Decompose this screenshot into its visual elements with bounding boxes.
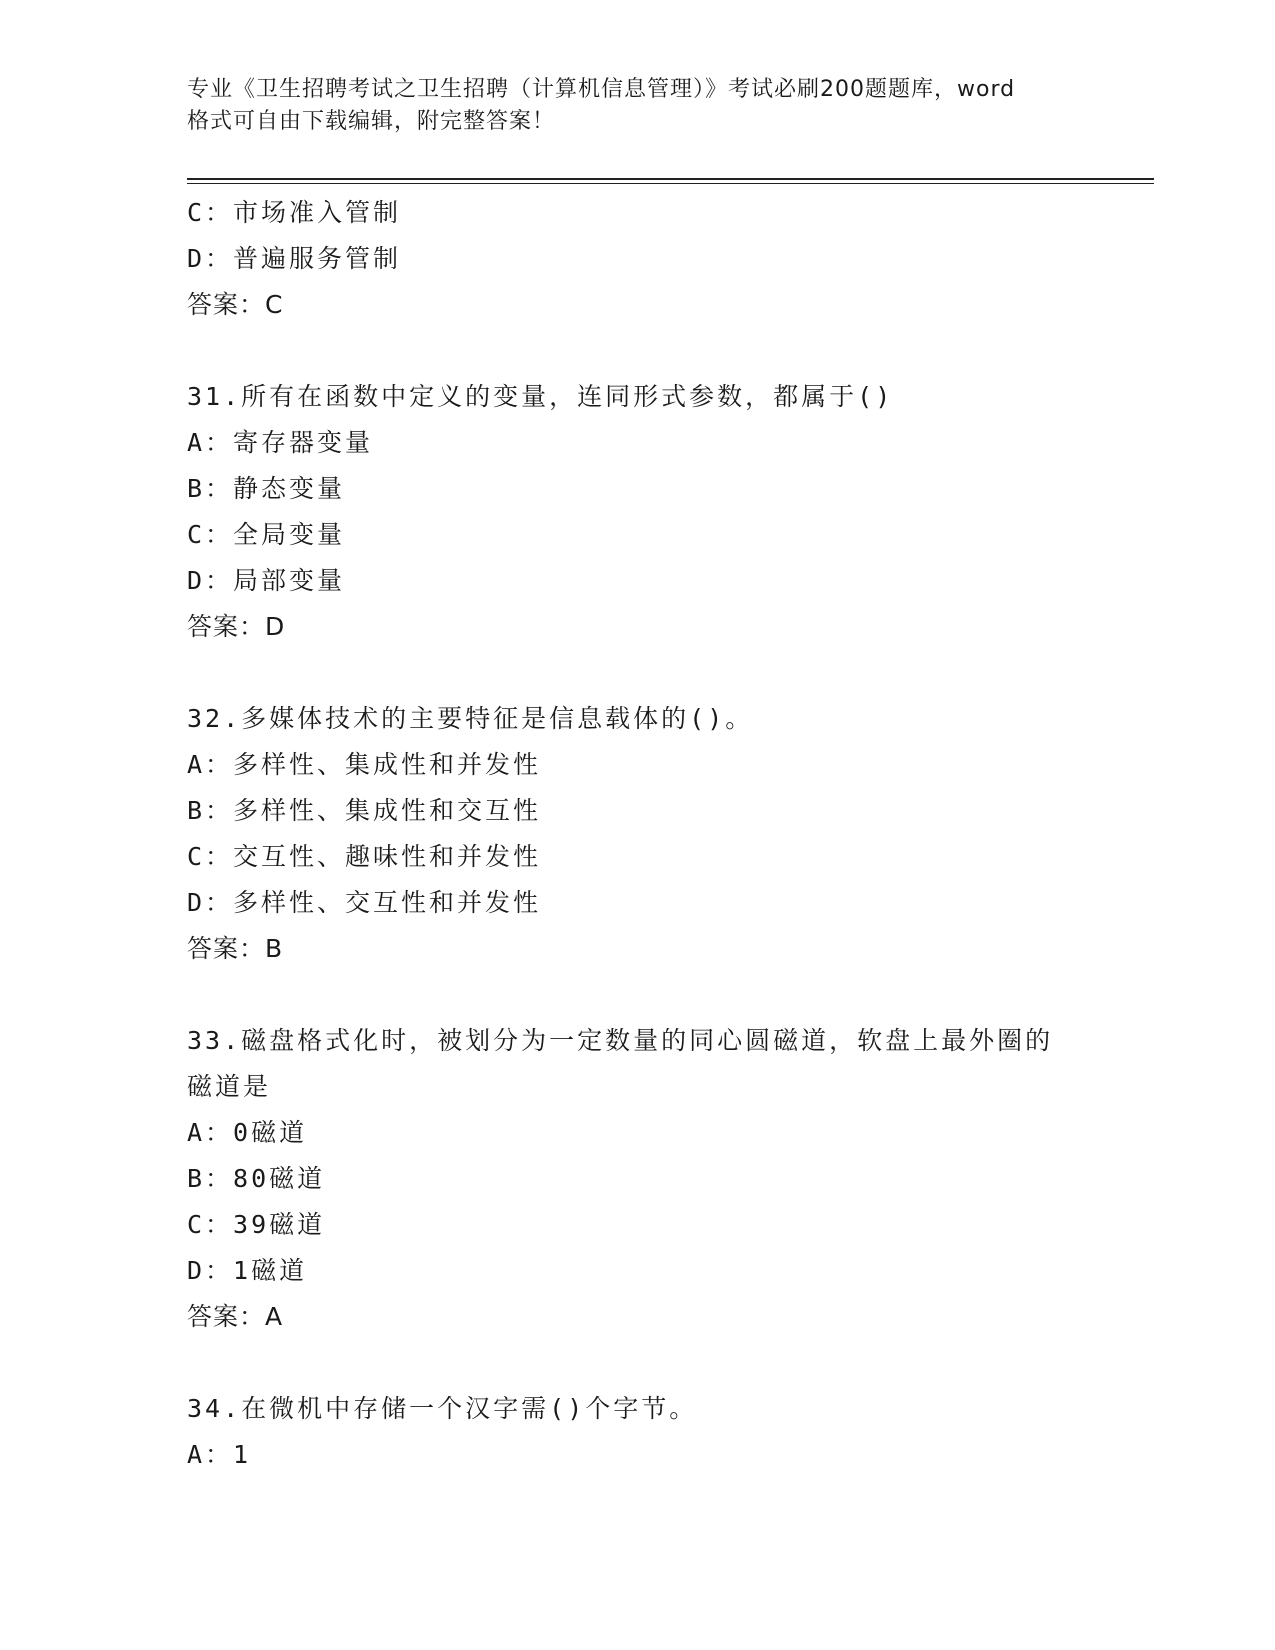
question-text-line-2: 磁道是 xyxy=(187,1072,272,1101)
option-a: A：寄存器变量 xyxy=(187,428,374,457)
question-block-34 xyxy=(187,1386,1147,1478)
question-block-32 xyxy=(187,696,1147,972)
spacer xyxy=(187,972,1147,1018)
header-line-1: 专业《卫生招聘考试之卫生招聘（计算机信息管理）》考试必刷200题题库，word xyxy=(187,77,1016,102)
option-c: C：39磁道 xyxy=(187,1210,326,1239)
option-a: A：多样性、集成性和并发性 xyxy=(187,750,542,779)
option-c: C：市场准入管制 xyxy=(187,198,402,227)
question-block-30 xyxy=(187,190,1147,328)
option-d: D：局部变量 xyxy=(187,566,346,595)
option-a: A：0磁道 xyxy=(187,1118,308,1147)
question-list xyxy=(187,190,1147,1478)
spacer xyxy=(187,328,1147,374)
option-c: C：全局变量 xyxy=(187,520,346,549)
option-b: B：80磁道 xyxy=(187,1164,326,1193)
question-text: 34.在微机中存储一个汉字需()个字节。 xyxy=(187,1394,698,1423)
header-line-2: 格式可自由下载编辑，附完整答案！ xyxy=(187,109,556,134)
question-text: 32.多媒体技术的主要特征是信息载体的()。 xyxy=(187,704,754,733)
question-text-line-1: 33.磁盘格式化时，被划分为一定数量的同心圆磁道，软盘上最外圈的 xyxy=(187,1026,1054,1055)
option-a: A：1 xyxy=(187,1440,252,1469)
header-rule-thin xyxy=(187,183,1154,184)
answer-line: 答案：D xyxy=(187,612,286,641)
option-d: D：普遍服务管制 xyxy=(187,244,402,273)
option-b: B：静态变量 xyxy=(187,474,346,503)
document-header xyxy=(187,74,1087,138)
answer-line: 答案：B xyxy=(187,934,284,963)
answer-line: 答案：A xyxy=(187,1302,284,1331)
question-block-31 xyxy=(187,374,1147,650)
answer-line: 答案：C xyxy=(187,290,284,319)
spacer xyxy=(187,650,1147,696)
question-block-33 xyxy=(187,1018,1147,1340)
option-c: C：交互性、趣味性和并发性 xyxy=(187,842,542,871)
header-rule-thick xyxy=(187,178,1154,180)
option-d: D：1磁道 xyxy=(187,1256,308,1285)
question-text: 31.所有在函数中定义的变量，连同形式参数，都属于() xyxy=(187,382,894,411)
option-b: B：多样性、集成性和交互性 xyxy=(187,796,542,825)
option-d: D：多样性、交互性和并发性 xyxy=(187,888,542,917)
spacer xyxy=(187,1340,1147,1386)
